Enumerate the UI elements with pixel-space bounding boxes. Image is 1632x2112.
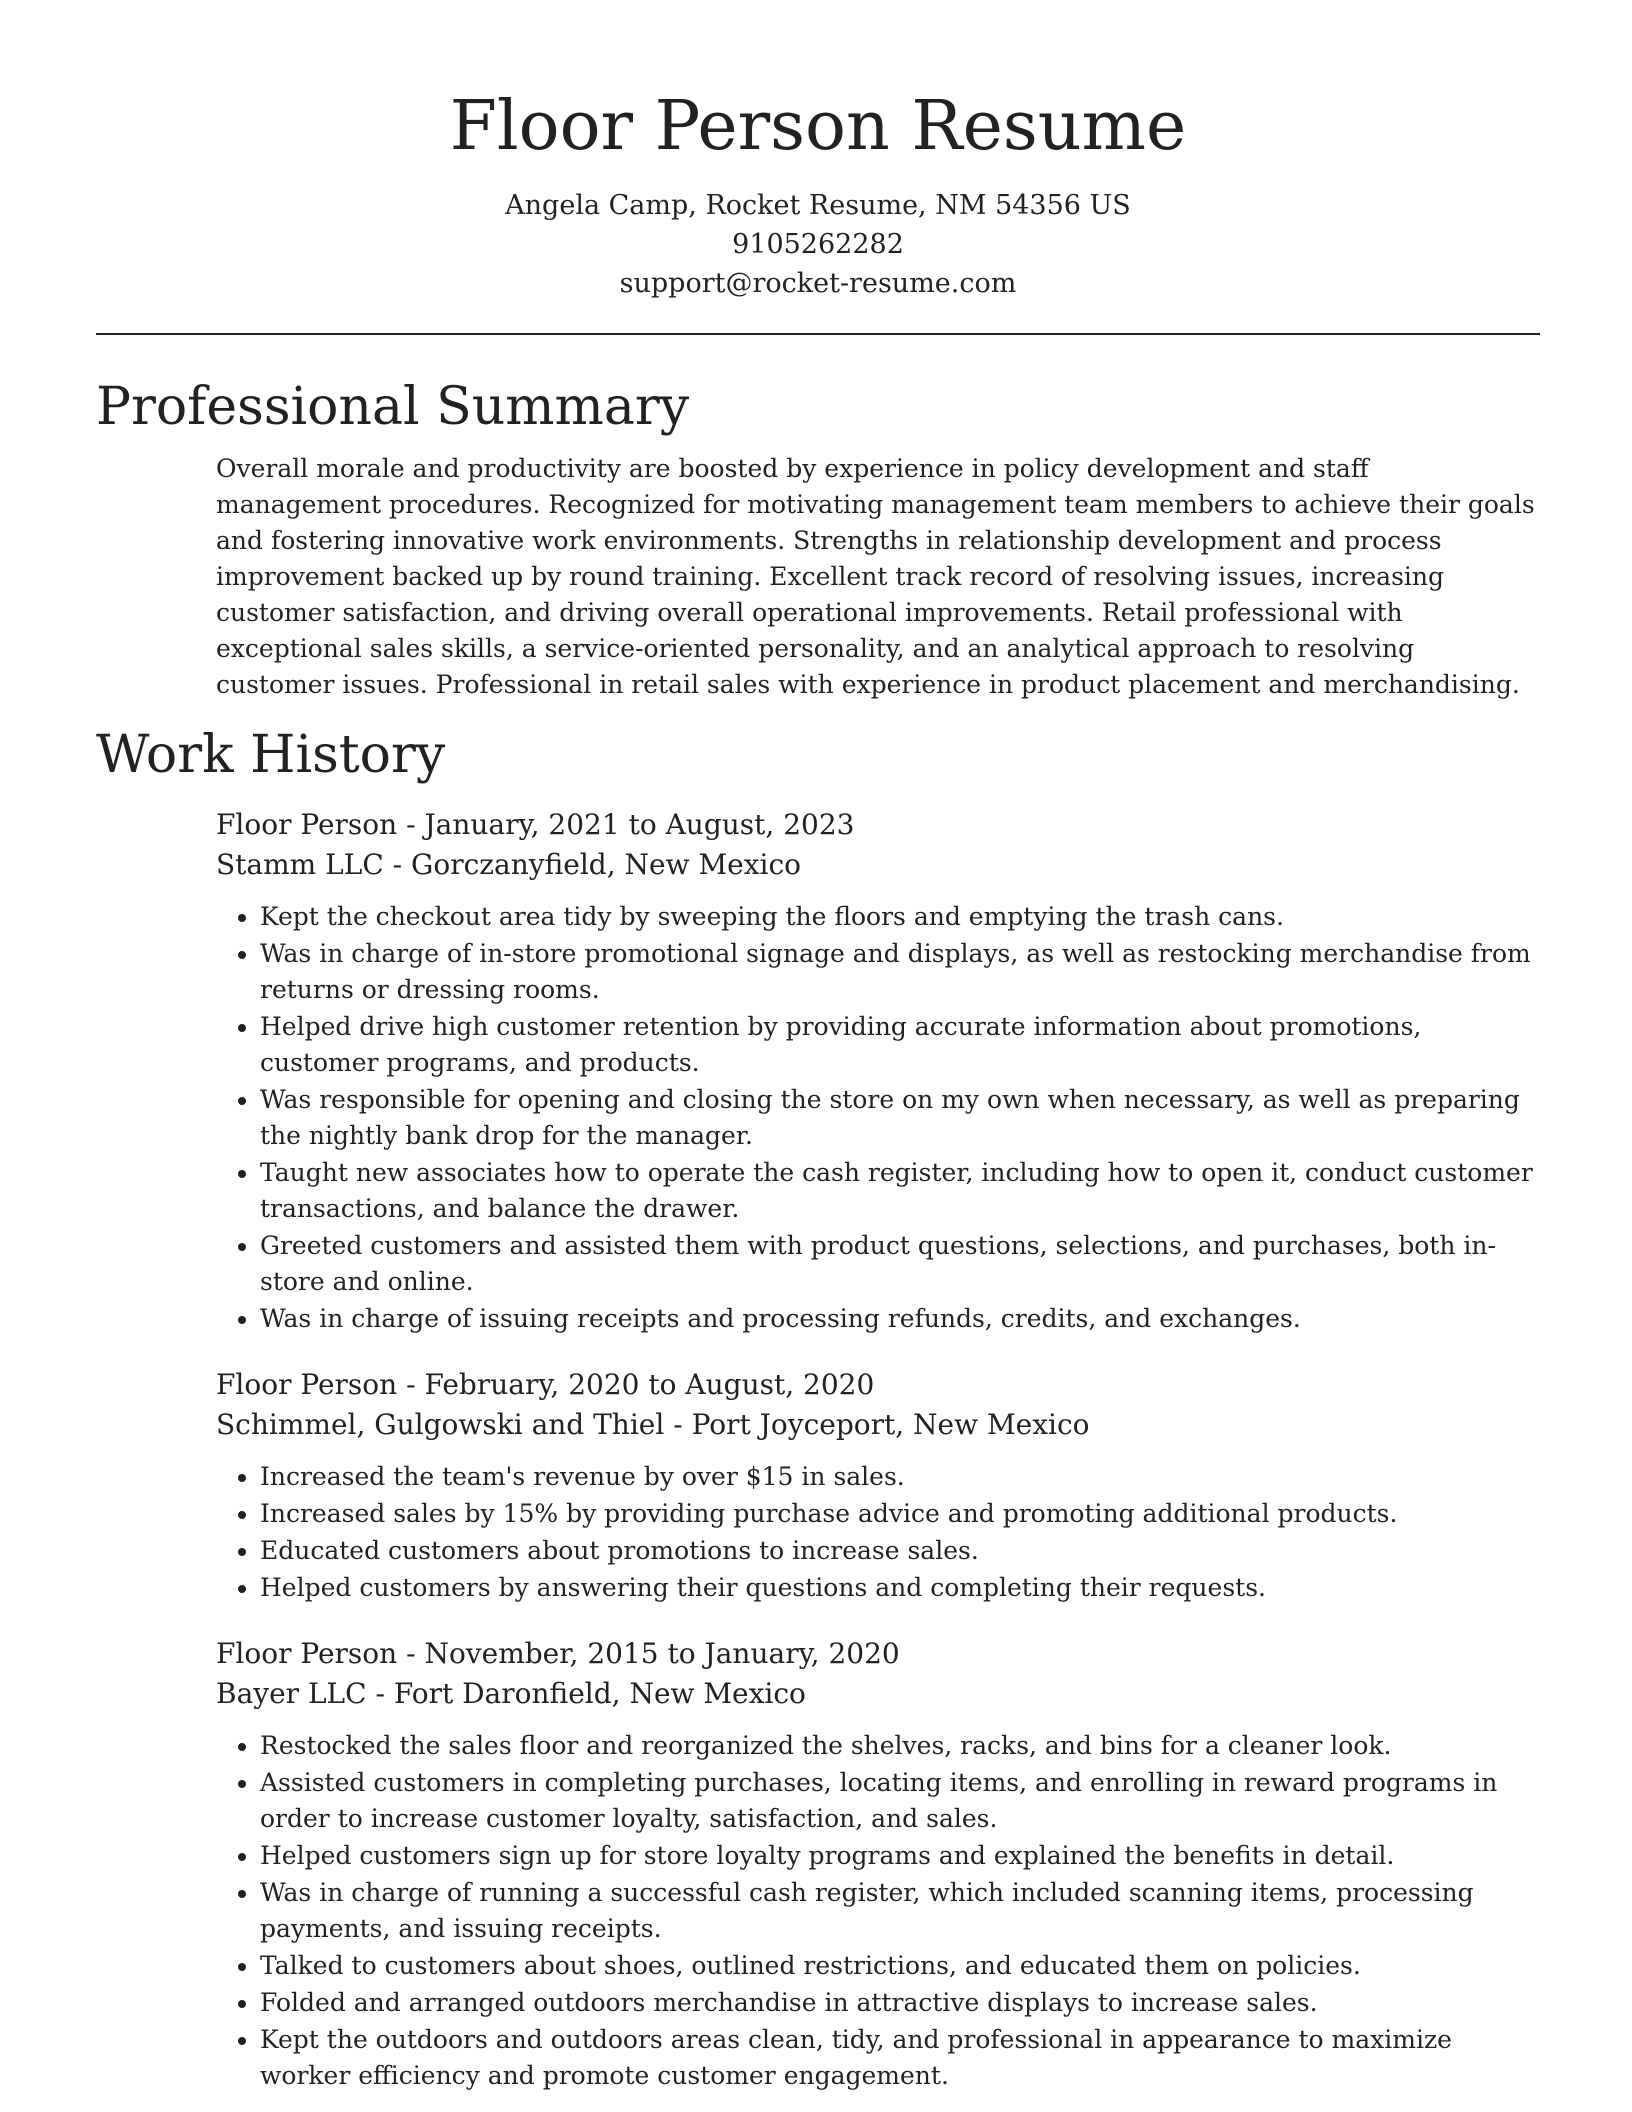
duty-list	[216, 1728, 1540, 2094]
duty-item: • Was in charge of running a successful cash register, which included scanning items, processing payments, and issuing receipts.	[260, 1875, 1540, 1947]
work-history-section	[96, 723, 1540, 2094]
duty-item: • Helped customers by answering their questions and completing their requests.	[260, 1570, 1540, 1606]
contact-phone: 9105262282	[732, 229, 904, 260]
job-entry	[216, 1634, 1540, 2094]
duty-item: • Was in charge of issuing receipts and processing refunds, credits, and exchanges.	[260, 1301, 1540, 1337]
contact-email: support@rocket-resume.com	[619, 268, 1017, 299]
resume-page	[96, 0, 1540, 2095]
resume-header	[96, 0, 1540, 303]
job-title-dates: Floor Person - November, 2015 to January, 2020	[216, 1637, 900, 1670]
job-company-location: Stamm LLC - Gorczanyfield, New Mexico	[216, 848, 801, 881]
duty-list	[216, 1459, 1540, 1606]
header-divider	[96, 333, 1540, 335]
job-list	[216, 805, 1540, 2094]
contact-address: Angela Camp, Rocket Resume, NM 54356 US	[505, 190, 1131, 221]
duty-item: • Greeted customers and assisted them with product questions, selections, and purchases, both in-store and online.	[260, 1228, 1540, 1300]
job-title-dates: Floor Person - February, 2020 to August, 2020	[216, 1368, 875, 1401]
duty-item: • Taught new associates how to operate the cash register, including how to open it, conduct customer transactions, and balance the drawer.	[260, 1155, 1540, 1227]
job-title-dates: Floor Person - January, 2021 to August, 2023	[216, 808, 855, 841]
duty-item: • Restocked the sales floor and reorganized the shelves, racks, and bins for a cleaner look.	[260, 1728, 1540, 1764]
work-history-heading: Work History	[96, 725, 446, 785]
summary-text: Overall morale and productivity are boosted by experience in policy development and staff management procedures. Recognized for motivating management team members to achieve their goals and fostering innovative work environments. Strengths in relationship development and process improvement backed up by round training. Excellent track record of resolving issues, increasing customer satisfaction, and driving overall operational improvements. Retail professional with exceptional sales skills, a service-oriented personality, and an analytical approach to resolving customer issues. Professional in retail sales with experience in product placement and merchandising.	[216, 454, 1535, 699]
professional-summary-section	[96, 375, 1540, 703]
job-entry	[216, 805, 1540, 1337]
duty-item: • Assisted customers in completing purchases, locating items, and enrolling in reward programs in order to increase customer loyalty, satisfaction, and sales.	[260, 1765, 1540, 1837]
resume-title: Floor Person Resume	[449, 87, 1187, 166]
duty-item: • Kept the outdoors and outdoors areas clean, tidy, and professional in appearance to maximize worker efficiency and promote customer engagement.	[260, 2022, 1540, 2094]
job-company-location: Schimmel, Gulgowski and Thiel - Port Joyceport, New Mexico	[216, 1408, 1090, 1441]
duty-item: • Folded and arranged outdoors merchandise in attractive displays to increase sales.	[260, 1985, 1540, 2021]
duty-item: • Increased the team's revenue by over $15 in sales.	[260, 1459, 1540, 1495]
duty-item: • Increased sales by 15% by providing purchase advice and promoting additional products.	[260, 1496, 1540, 1532]
contact-block	[96, 186, 1540, 303]
duty-item: • Kept the checkout area tidy by sweeping the floors and emptying the trash cans.	[260, 899, 1540, 935]
duty-item: • Educated customers about promotions to increase sales.	[260, 1533, 1540, 1569]
job-company-location: Bayer LLC - Fort Daronfield, New Mexico	[216, 1677, 806, 1710]
duty-item: • Was responsible for opening and closing the store on my own when necessary, as well as preparing the nightly bank drop for the manager.	[260, 1082, 1540, 1154]
duty-item: • Talked to customers about shoes, outlined restrictions, and educated them on policies.	[260, 1948, 1540, 1984]
job-entry	[216, 1365, 1540, 1606]
summary-heading: Professional Summary	[96, 377, 690, 437]
duty-item: • Helped customers sign up for store loyalty programs and explained the benefits in detail.	[260, 1838, 1540, 1874]
duty-item: • Helped drive high customer retention by providing accurate information about promotions, customer programs, and products.	[260, 1009, 1540, 1081]
duty-item: • Was in charge of in-store promotional signage and displays, as well as restocking merchandise from returns or dressing rooms.	[260, 936, 1540, 1008]
duty-list	[216, 899, 1540, 1337]
